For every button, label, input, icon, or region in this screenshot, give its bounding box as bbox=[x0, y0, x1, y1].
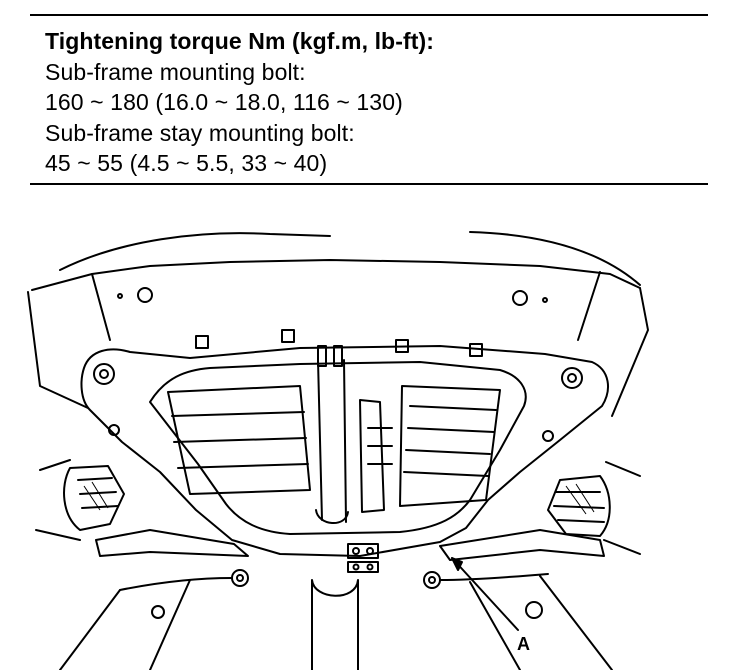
bottom-rule bbox=[30, 183, 708, 185]
top-rule bbox=[30, 14, 708, 16]
callout-leader bbox=[452, 558, 518, 630]
torque-spec-heading: Tightening torque Nm (kgf.m, lb-ft): bbox=[45, 28, 435, 54]
torque-spec-text bbox=[45, 26, 434, 179]
subframe-stay-bolt-value: 45 ~ 55 (4.5 ~ 5.5, 33 ~ 40) bbox=[45, 150, 328, 176]
callout-label-a: A bbox=[517, 634, 530, 654]
subframe-illustration bbox=[0, 210, 736, 670]
subframe-bolt-label: Sub-frame mounting bolt: bbox=[45, 58, 306, 85]
left-knuckle bbox=[64, 466, 124, 530]
subframe-stay-bolt-label: Sub-frame stay mounting bolt: bbox=[45, 119, 355, 146]
exhaust-pipe bbox=[318, 360, 346, 522]
subframe-bolt-value: 160 ~ 180 (16.0 ~ 18.0, 116 ~ 130) bbox=[45, 89, 403, 115]
